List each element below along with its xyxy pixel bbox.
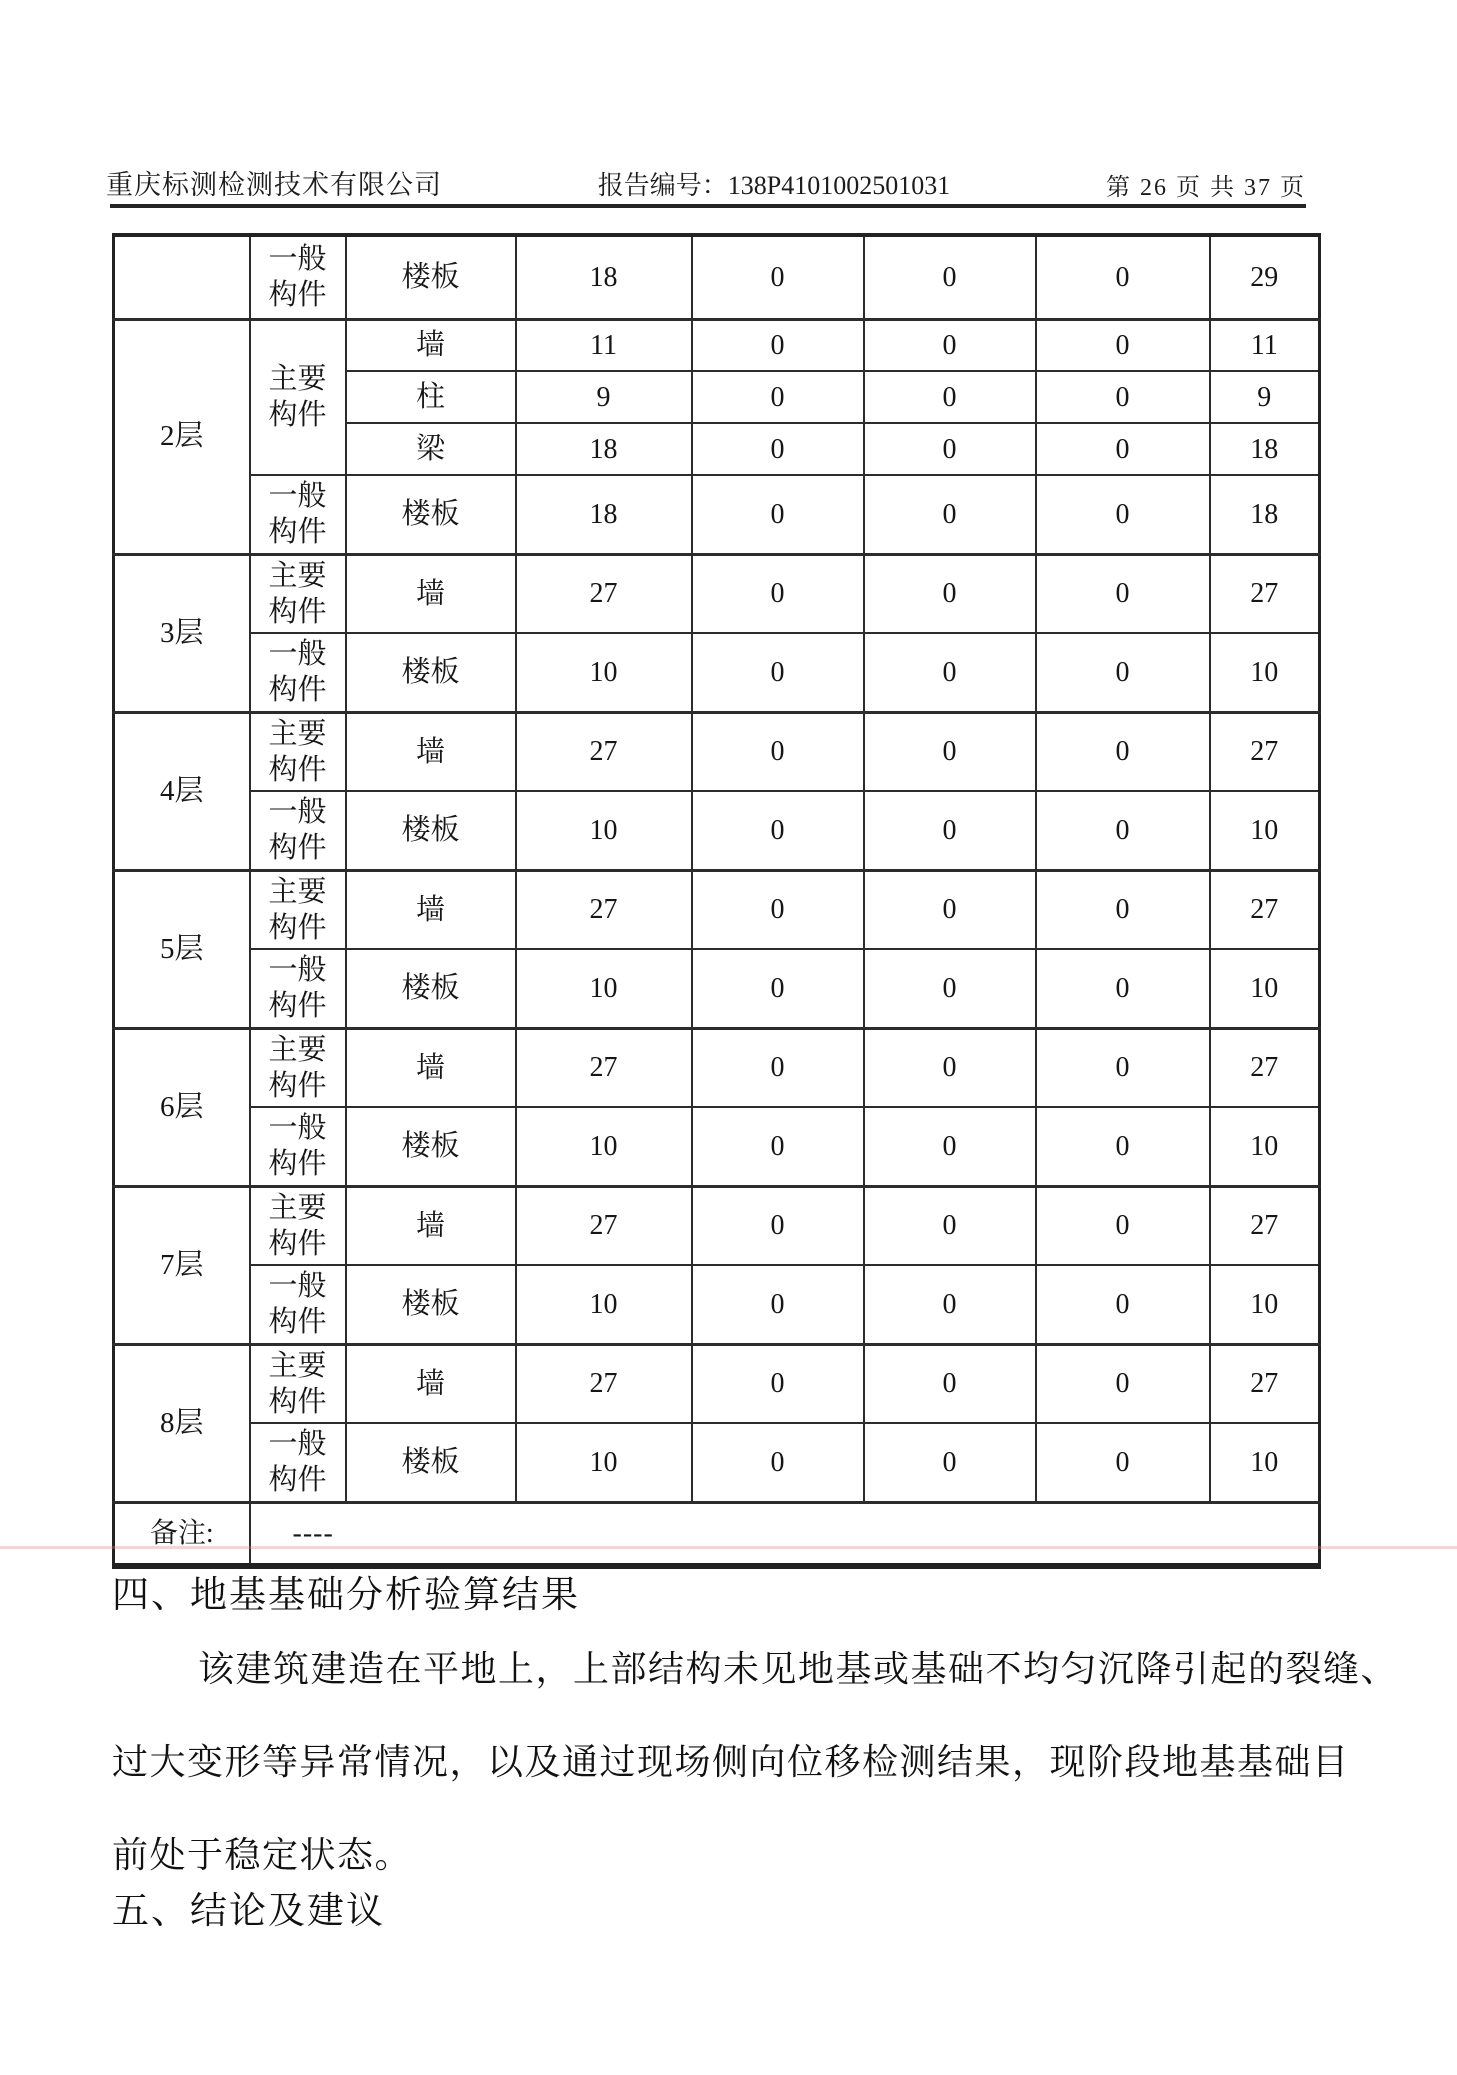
value-cell: 27: [1210, 1344, 1320, 1423]
value-cell: 0: [692, 633, 864, 712]
table-row: [114, 1344, 1320, 1423]
floor-cell: 7层: [114, 1186, 250, 1344]
value-cell: 10: [1210, 1265, 1320, 1344]
value-cell: 29: [1210, 235, 1320, 319]
value-cell: 10: [516, 633, 692, 712]
value-cell: 0: [1036, 949, 1210, 1028]
value-cell: 0: [1036, 554, 1210, 633]
component-cell: 楼板: [346, 633, 516, 712]
component-cell: 楼板: [346, 235, 516, 319]
remark-value-cell: ----: [250, 1502, 1320, 1566]
value-cell: 0: [692, 1107, 864, 1186]
value-cell: 9: [1210, 371, 1320, 423]
value-cell: 0: [864, 1423, 1036, 1502]
value-cell: 27: [516, 1344, 692, 1423]
value-cell: 27: [1210, 712, 1320, 791]
value-cell: 10: [516, 1265, 692, 1344]
table-row: [114, 1028, 1320, 1107]
report-number: [598, 165, 950, 202]
value-cell: 0: [1036, 475, 1210, 554]
company-name: 重庆标测检测技术有限公司: [106, 170, 442, 200]
value-cell: 10: [516, 1423, 692, 1502]
category-cell: 主要构件: [250, 1028, 346, 1107]
value-cell: 0: [1036, 791, 1210, 870]
value-cell: 0: [864, 1186, 1036, 1265]
paragraph-line-2: 过大变形等异常情况，以及通过现场侧向位移检测结果，现阶段地基基础目: [112, 1742, 1350, 1782]
value-cell: 11: [516, 319, 692, 371]
floor-cell: 6层: [114, 1028, 250, 1186]
value-cell: 0: [692, 475, 864, 554]
value-cell: 0: [864, 554, 1036, 633]
component-inspection-table: [112, 233, 1321, 1569]
value-cell: 27: [516, 554, 692, 633]
category-cell: 一般构件: [250, 235, 346, 319]
value-cell: 27: [1210, 554, 1320, 633]
value-cell: 0: [1036, 1265, 1210, 1344]
component-cell: 梁: [346, 423, 516, 475]
value-cell: 0: [864, 235, 1036, 319]
component-cell: 楼板: [346, 1107, 516, 1186]
header-rule: [110, 204, 1306, 208]
table-row: [114, 949, 1320, 1028]
category-cell: 主要构件: [250, 1344, 346, 1423]
value-cell: 0: [692, 1265, 864, 1344]
value-cell: 0: [692, 554, 864, 633]
value-cell: 10: [1210, 633, 1320, 712]
value-cell: 10: [516, 1107, 692, 1186]
section-heading-5: 五、结论及建议: [112, 1891, 385, 1932]
value-cell: 0: [692, 319, 864, 371]
value-cell: 0: [864, 475, 1036, 554]
table-row: [114, 475, 1320, 554]
table-row: [114, 791, 1320, 870]
table-row: [114, 319, 1320, 371]
floor-cell: 2层: [114, 319, 250, 554]
table-row: [114, 633, 1320, 712]
category-cell: 一般构件: [250, 633, 346, 712]
value-cell: 0: [864, 1344, 1036, 1423]
value-cell: 9: [516, 371, 692, 423]
table-row: [114, 554, 1320, 633]
value-cell: 27: [1210, 870, 1320, 949]
page-indicator: 第 26 页 共 37 页: [1105, 175, 1306, 201]
table-body: [114, 235, 1320, 1566]
value-cell: 10: [516, 949, 692, 1028]
value-cell: 0: [692, 235, 864, 319]
value-cell: 0: [692, 1344, 864, 1423]
component-cell: 楼板: [346, 1423, 516, 1502]
value-cell: 0: [864, 633, 1036, 712]
category-cell: 主要构件: [250, 554, 346, 633]
value-cell: 10: [1210, 1107, 1320, 1186]
value-cell: 18: [1210, 423, 1320, 475]
value-cell: 0: [692, 423, 864, 475]
table-row: [114, 1423, 1320, 1502]
value-cell: 0: [692, 1186, 864, 1265]
value-cell: 0: [1036, 1028, 1210, 1107]
section-heading-4: 四、地基基础分析验算结果: [112, 1575, 580, 1616]
value-cell: 10: [516, 791, 692, 870]
value-cell: 0: [1036, 1107, 1210, 1186]
value-cell: 0: [1036, 1186, 1210, 1265]
value-cell: 0: [1036, 1344, 1210, 1423]
table-row: [114, 1502, 1320, 1566]
category-cell: 一般构件: [250, 1265, 346, 1344]
floor-cell: 5层: [114, 870, 250, 1028]
table-row: [114, 1265, 1320, 1344]
remark-label-cell: 备注:: [114, 1502, 250, 1566]
table-row: [114, 1107, 1320, 1186]
component-cell: 墙: [346, 870, 516, 949]
component-cell: 墙: [346, 1028, 516, 1107]
value-cell: 0: [692, 1423, 864, 1502]
floor-cell: 8层: [114, 1344, 250, 1502]
value-cell: 27: [1210, 1028, 1320, 1107]
value-cell: 0: [864, 319, 1036, 371]
value-cell: 0: [864, 712, 1036, 791]
category-cell: 一般构件: [250, 949, 346, 1028]
category-cell: 主要构件: [250, 712, 346, 791]
category-cell: 一般构件: [250, 791, 346, 870]
value-cell: 27: [516, 1186, 692, 1265]
value-cell: 0: [864, 371, 1036, 423]
value-cell: 0: [1036, 633, 1210, 712]
value-cell: 27: [1210, 1186, 1320, 1265]
floor-cell-empty: [114, 235, 250, 319]
value-cell: 18: [516, 423, 692, 475]
value-cell: 0: [1036, 235, 1210, 319]
component-cell: 墙: [346, 319, 516, 371]
value-cell: 27: [516, 712, 692, 791]
value-cell: 0: [864, 1107, 1036, 1186]
component-cell: 楼板: [346, 949, 516, 1028]
component-cell: 墙: [346, 712, 516, 791]
value-cell: 11: [1210, 319, 1320, 371]
value-cell: 0: [864, 423, 1036, 475]
scan-artifact-line: [0, 1546, 1457, 1549]
component-cell: 墙: [346, 1186, 516, 1265]
value-cell: 0: [864, 949, 1036, 1028]
category-cell: 一般构件: [250, 1107, 346, 1186]
value-cell: 0: [864, 791, 1036, 870]
value-cell: 0: [1036, 371, 1210, 423]
value-cell: 18: [516, 235, 692, 319]
value-cell: 0: [864, 870, 1036, 949]
paragraph-line-1: 该建筑建造在平地上，上部结构未见地基或基础不均匀沉降引起的裂缝、: [198, 1649, 1399, 1689]
report-number-label: 报告编号：: [597, 171, 728, 200]
value-cell: 10: [1210, 791, 1320, 870]
component-cell: 楼板: [346, 1265, 516, 1344]
component-cell: 楼板: [346, 475, 516, 554]
value-cell: 27: [516, 870, 692, 949]
page-header: [106, 163, 1306, 202]
value-cell: 0: [1036, 1423, 1210, 1502]
table-row: [114, 235, 1320, 319]
floor-cell: 4层: [114, 712, 250, 870]
component-cell: 墙: [346, 1344, 516, 1423]
category-cell: 一般构件: [250, 475, 346, 554]
value-cell: 0: [692, 949, 864, 1028]
value-cell: 0: [1036, 319, 1210, 371]
value-cell: 0: [1036, 870, 1210, 949]
value-cell: 0: [1036, 712, 1210, 791]
category-cell: 主要构件: [250, 870, 346, 949]
floor-cell: 3层: [114, 554, 250, 712]
table-row: [114, 712, 1320, 791]
category-cell: 主要构件: [250, 1186, 346, 1265]
value-cell: 0: [864, 1028, 1036, 1107]
category-cell: 一般构件: [250, 1423, 346, 1502]
component-cell: 柱: [346, 371, 516, 423]
value-cell: 0: [692, 791, 864, 870]
table-row: [114, 870, 1320, 949]
value-cell: 18: [516, 475, 692, 554]
table-row: [114, 1186, 1320, 1265]
value-cell: 10: [1210, 1423, 1320, 1502]
value-cell: 10: [1210, 949, 1320, 1028]
value-cell: 0: [692, 371, 864, 423]
category-cell: 主要构件: [250, 319, 346, 475]
value-cell: 27: [516, 1028, 692, 1107]
value-cell: 0: [692, 870, 864, 949]
value-cell: 0: [692, 712, 864, 791]
component-cell: 楼板: [346, 791, 516, 870]
value-cell: 0: [864, 1265, 1036, 1344]
component-cell: 墙: [346, 554, 516, 633]
report-number-value: 138P4101002501031: [727, 171, 951, 200]
value-cell: 18: [1210, 475, 1320, 554]
value-cell: 0: [1036, 423, 1210, 475]
value-cell: 0: [692, 1028, 864, 1107]
paragraph-line-3: 前处于稳定状态。: [112, 1835, 413, 1875]
